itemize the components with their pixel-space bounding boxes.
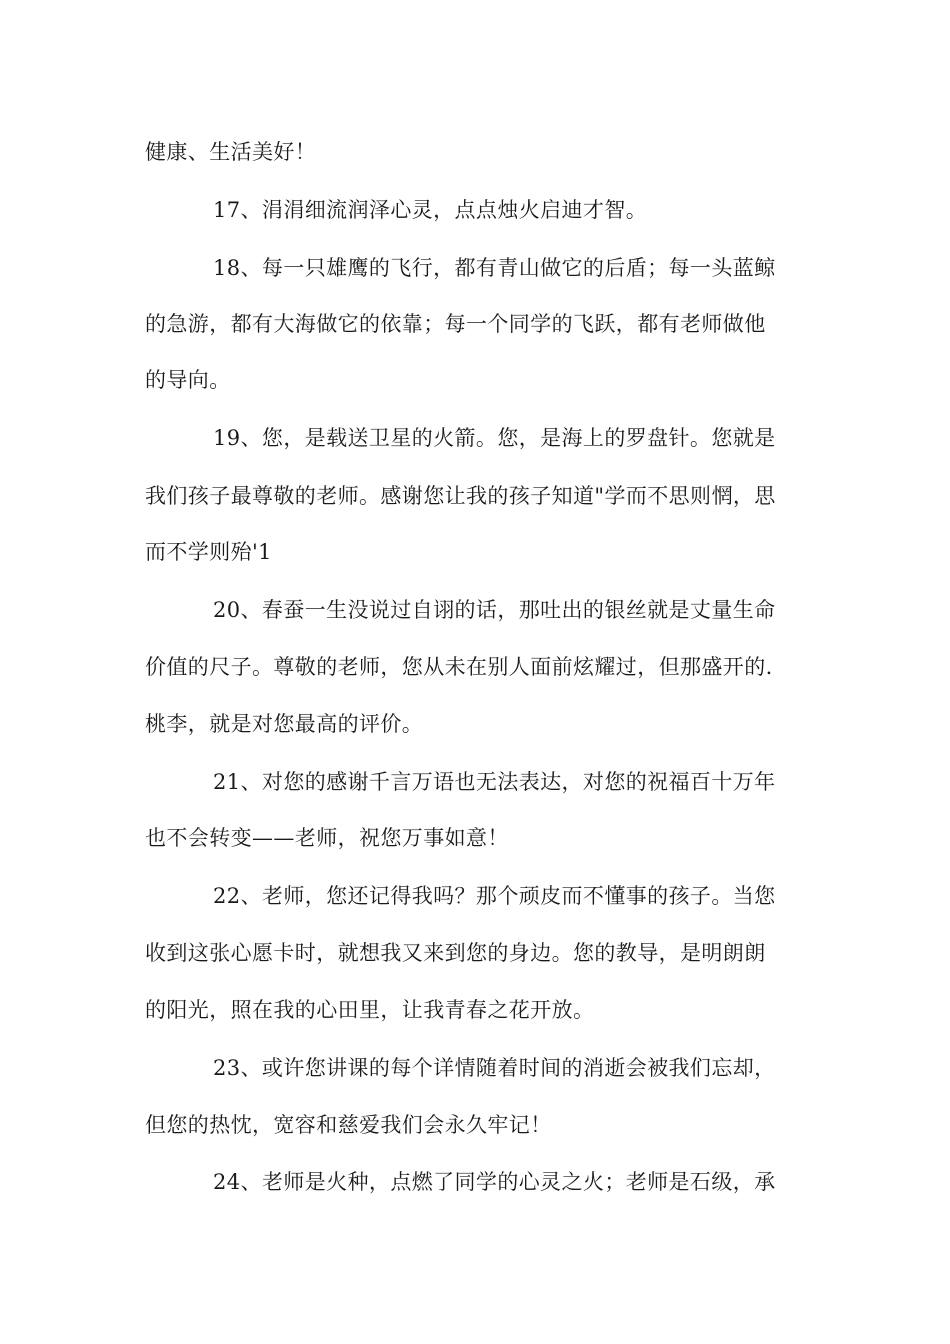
text-line-16: 的阳光，照在我的心田里，让我青春之花开放。 — [145, 998, 595, 1022]
text-line-11: 桃李，就是对您最高的评价。 — [145, 712, 424, 736]
text-line-14: 22、老师，您还记得我吗？那个顽皮而不懂事的孩子。当您 — [213, 884, 776, 908]
text-line-13: 也不会转变——老师，祝您万事如意！ — [145, 826, 509, 850]
text-line-3: 18、每一只雄鹰的飞行，都有青山做它的后盾；每一头蓝鲸 — [213, 256, 776, 280]
text-line-10: 价值的尺子。尊敬的老师，您从未在别人面前炫耀过，但那盛开的. — [145, 655, 773, 679]
text-line-6: 19、您，是载送卫星的火箭。您，是海上的罗盘针。您就是 — [213, 426, 776, 450]
text-line-2: 17、涓涓细流润泽心灵，点点烛火启迪才智。 — [213, 198, 648, 222]
text-line-5: 的导向。 — [145, 368, 231, 392]
text-line-7: 我们孩子最尊敬的老师。感谢您让我的孩子知道"学而不思则惘，思 — [145, 484, 776, 508]
text-line-15: 收到这张心愿卡时，就想我又来到您的身边。您的教导，是明朗朗 — [145, 941, 766, 965]
text-line-19: 24、老师是火种，点燃了同学的心灵之火；老师是石级，承 — [213, 1170, 776, 1194]
text-line-18: 但您的热忱，宽容和慈爱我们会永久牢记！ — [145, 1113, 552, 1137]
text-line-12: 21、对您的感谢千言万语也无法表达，对您的祝福百十万年 — [213, 770, 776, 794]
text-line-9: 20、春蚕一生没说过自诩的话，那吐出的银丝就是丈量生命 — [213, 598, 776, 622]
text-line-4: 的急游，都有大海做它的依靠；每一个同学的飞跃，都有老师做他 — [145, 312, 766, 336]
text-line-17: 23、或许您讲课的每个详情随着时间的消逝会被我们忘却， — [213, 1056, 776, 1080]
text-line-1: 健康、生活美好！ — [145, 140, 317, 164]
text-line-8: 而不学则殆'1 — [145, 540, 272, 564]
